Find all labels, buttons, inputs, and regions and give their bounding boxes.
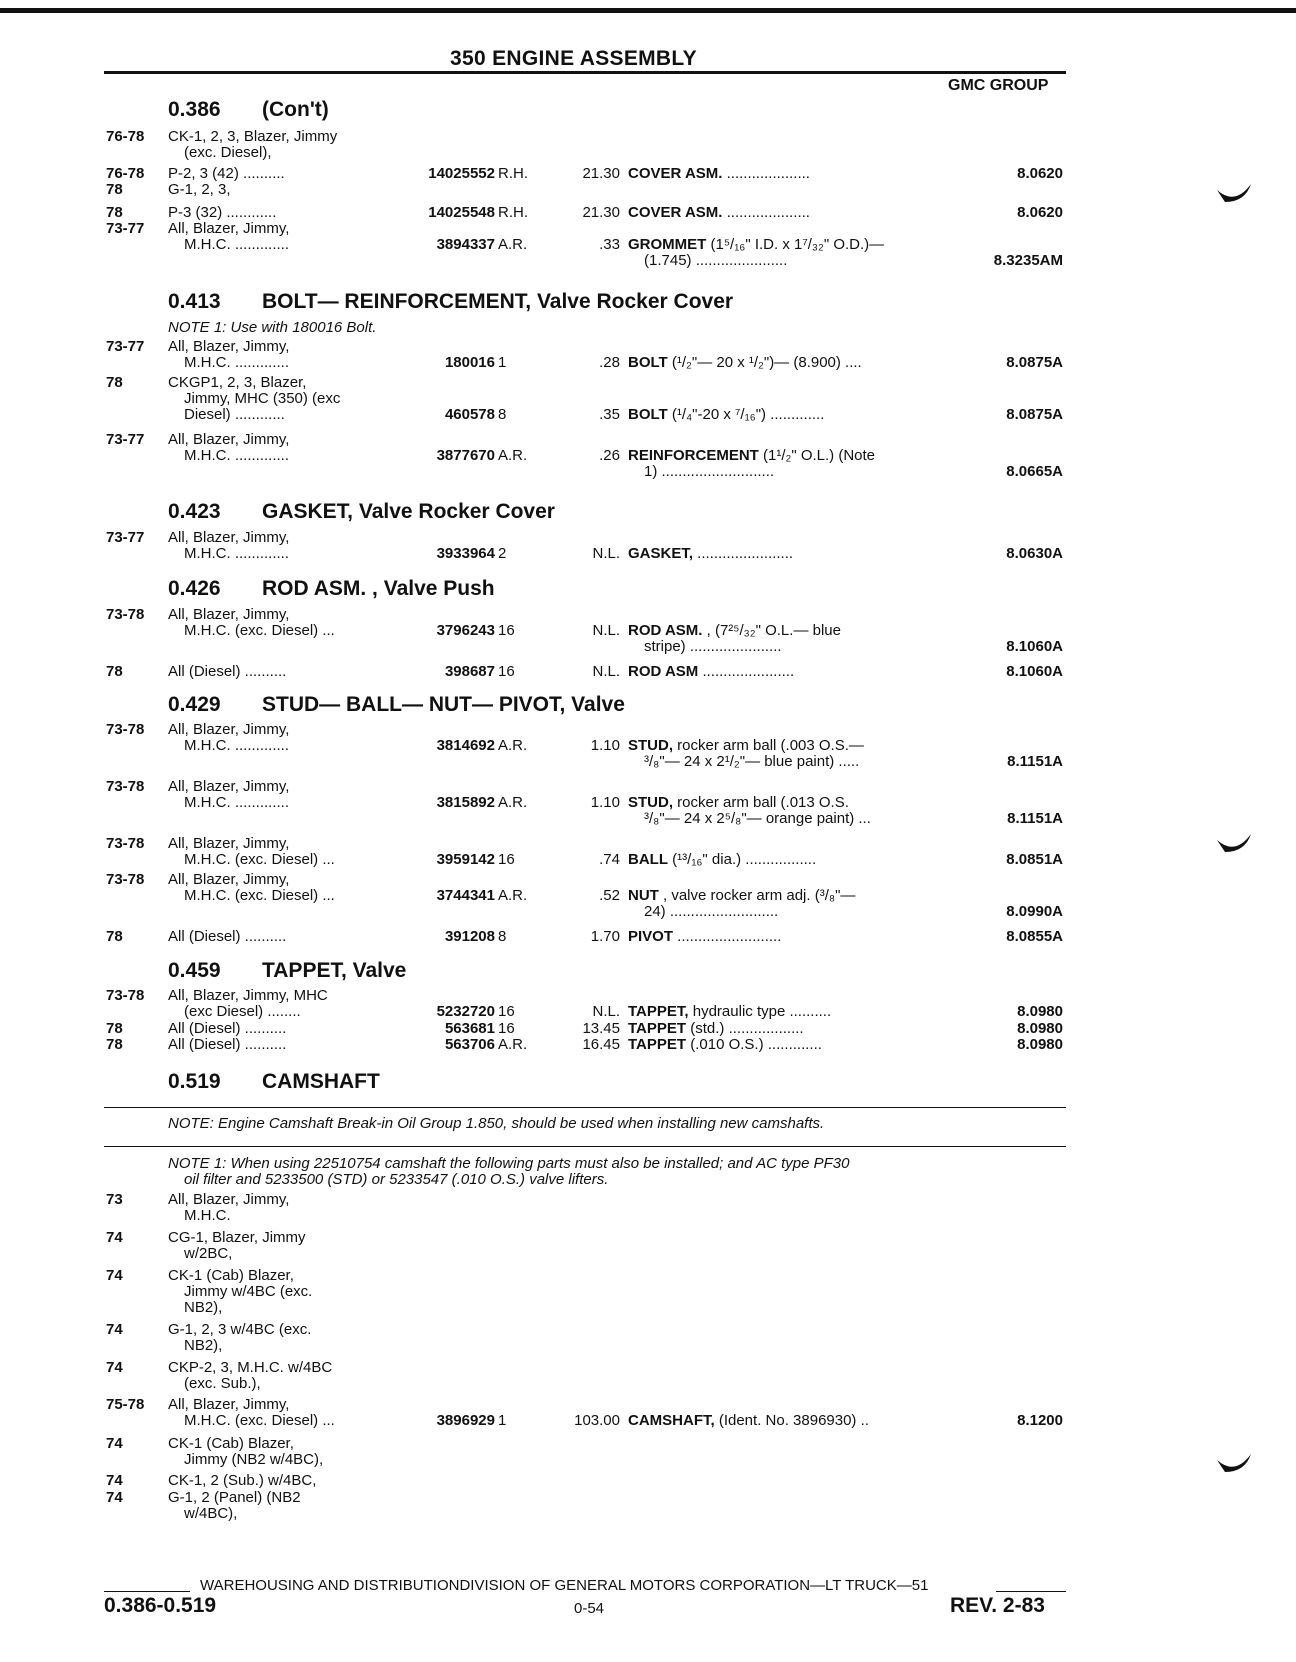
part-description-continued: 1) ........................... (644, 463, 775, 480)
group-number: 8.0990A (1006, 903, 1063, 920)
model-year: 73-77 (106, 529, 145, 546)
model-application: NB2), (184, 1299, 223, 1316)
part-description (628, 929, 781, 945)
section-number: 0.386 (168, 98, 221, 121)
quantity: A.R. (498, 737, 528, 754)
model-year: 76-78 (106, 128, 145, 145)
footer-group-range: 0.386-0.519 (104, 1594, 217, 1617)
model-application: All, Blazer, Jimmy, (168, 721, 290, 738)
model-application: All, Blazer, Jimmy, (168, 431, 290, 448)
model-application: CK-1, 2 (Sub.) w/4BC, (168, 1472, 317, 1489)
model-application: All (Diesel) .......... (168, 1036, 287, 1053)
part-description-continued: ³/₈"— 24 x 2⁵/₈"— orange paint) ... (644, 810, 871, 827)
model-application: All, Blazer, Jimmy, (168, 835, 290, 852)
part-number: 3896929 (436, 1412, 495, 1429)
model-application: All, Blazer, Jimmy, (168, 778, 290, 795)
part-name: ROD ASM. (628, 622, 703, 639)
model-application: M.H.C. ............. (184, 447, 290, 464)
model-application: Jimmy, MHC (350) (exc (184, 390, 341, 407)
quantity: 1 (498, 1412, 507, 1429)
model-year: 73-78 (106, 778, 145, 795)
section-title: BOLT— REINFORCEMENT, Valve Rocker Cover (262, 290, 734, 313)
part-number: 14025548 (428, 204, 495, 221)
header-rule (104, 71, 1066, 74)
section-title: GASKET, Valve Rocker Cover (262, 500, 555, 523)
part-detail: (Ident. No. 3896930) .. (714, 1412, 869, 1429)
part-detail: ....................... (693, 545, 794, 562)
part-name: REINFORCEMENT (628, 447, 759, 464)
model-year: 74 (106, 1435, 123, 1452)
model-application: M.H.C. ............. (184, 737, 290, 754)
quantity: 1 (498, 354, 507, 371)
part-number: 3814692 (436, 737, 495, 754)
model-application: P-3 (32) ............ (168, 204, 277, 221)
price: 1.10 (590, 737, 620, 754)
model-application: M.H.C. ............. (184, 545, 290, 562)
part-detail: .................... (722, 204, 810, 221)
model-year: 78 (106, 181, 123, 198)
section-heading (168, 290, 733, 314)
section-note: NOTE: Engine Camshaft Break-in Oil Group 1.850, should be used when installing new camshafts. (168, 1115, 825, 1132)
model-application: Jimmy (NB2 w/4BC), (184, 1451, 324, 1468)
model-application: CG-1, Blazer, Jimmy (168, 1229, 306, 1246)
part-description (628, 237, 884, 253)
section-number: 0.519 (168, 1070, 221, 1093)
part-number: 3796243 (436, 622, 495, 639)
model-application: All, Blazer, Jimmy, (168, 338, 290, 355)
model-application: Diesel) ............ (184, 406, 285, 423)
part-detail: (1¹/₂" O.L.) (Note (758, 447, 876, 464)
price: N.L. (592, 663, 620, 680)
part-detail: (1⁵/₁₆" I.D. x 1⁷/₃₂" O.D.)— (706, 236, 885, 253)
model-year: 73-78 (106, 606, 145, 623)
section-number: 0.429 (168, 693, 221, 716)
model-year: 74 (106, 1321, 123, 1338)
model-application: All, Blazer, Jimmy, MHC (168, 987, 328, 1004)
binder-hole-mark-icon (1215, 830, 1255, 860)
model-application: G-1, 2, 3, (168, 181, 231, 198)
model-application: M.H.C. (184, 1207, 231, 1224)
part-name: ROD ASM (628, 663, 699, 680)
quantity: 8 (498, 406, 507, 423)
part-detail: (¹/₂"— 20 x ¹/₂")— (8.900) .... (667, 354, 862, 371)
model-application: M.H.C. ............. (184, 794, 290, 811)
part-name: COVER ASM. (628, 165, 723, 182)
group-number: 8.0875A (1006, 406, 1063, 423)
part-description (628, 205, 810, 221)
binder-hole-mark-icon (1215, 180, 1255, 210)
part-detail: hydraulic type .......... (688, 1003, 832, 1020)
part-name: PIVOT (628, 928, 674, 945)
model-year: 73-78 (106, 871, 145, 888)
part-detail: rocker arm ball (.013 O.S. (673, 794, 849, 811)
model-year: 76-78 (106, 165, 145, 182)
model-application: CK-1, 2, 3, Blazer, Jimmy (168, 128, 338, 145)
part-description-continued: stripe) ...................... (644, 638, 782, 655)
part-name: CAMSHAFT, (628, 1412, 715, 1429)
part-detail: (¹/₄"-20 x ⁷/₁₆") ............. (667, 406, 825, 423)
part-description-continued: ³/₈"— 24 x 2¹/₂"— blue paint) ..... (644, 753, 860, 770)
group-number: 8.0620 (1017, 204, 1063, 221)
part-name: TAPPET, (628, 1003, 689, 1020)
section-number: 0.413 (168, 290, 221, 313)
group-number: 8.1151A (1007, 810, 1063, 827)
quantity: A.R. (498, 887, 528, 904)
section-title: CAMSHAFT (262, 1070, 380, 1093)
quantity: A.R. (498, 236, 528, 253)
group-number: 8.3235AM (993, 252, 1063, 269)
quantity: A.R. (498, 794, 528, 811)
price: .52 (599, 887, 620, 904)
part-name: BOLT (628, 406, 668, 423)
quantity: 2 (498, 545, 507, 562)
part-number: 3933964 (436, 545, 495, 562)
section-heading (168, 500, 555, 524)
price: 21.30 (582, 204, 620, 221)
part-number: 563706 (444, 1036, 495, 1053)
section-heading (168, 693, 625, 717)
quantity: R.H. (498, 204, 528, 221)
part-name: COVER ASM. (628, 204, 723, 221)
model-application: M.H.C. (exc. Diesel) ... (184, 1412, 335, 1429)
part-description (628, 355, 862, 371)
model-year: 75-78 (106, 1396, 145, 1413)
model-year: 74 (106, 1489, 123, 1506)
model-application: M.H.C. (exc. Diesel) ... (184, 622, 335, 639)
model-application: NB2), (184, 1337, 223, 1354)
part-description (628, 664, 794, 680)
model-year: 73-78 (106, 835, 145, 852)
part-detail: rocker arm ball (.003 O.S.— (673, 737, 864, 754)
price: N.L. (592, 622, 620, 639)
model-application: M.H.C. ............. (184, 236, 290, 253)
part-name: NUT (628, 887, 659, 904)
part-description (628, 852, 816, 868)
part-name: BOLT (628, 354, 668, 371)
part-description (628, 546, 793, 562)
part-number: 3744341 (436, 887, 495, 904)
part-number: 3959142 (436, 851, 495, 868)
quantity: 16 (498, 1020, 515, 1037)
part-name: TAPPET (628, 1036, 687, 1053)
footer-page-number: 0-54 (574, 1600, 605, 1617)
model-application: All (Diesel) .......... (168, 1020, 287, 1037)
section-number: 0.426 (168, 577, 221, 600)
model-application: (exc. Sub.), (184, 1375, 261, 1392)
part-description (628, 795, 849, 811)
model-year: 78 (106, 663, 123, 680)
section-title: ROD ASM. , Valve Push (262, 577, 495, 600)
price: .26 (599, 447, 620, 464)
part-number: 180016 (444, 354, 495, 371)
footer-rule-left (104, 1591, 190, 1592)
section-heading (168, 959, 406, 983)
footer-publisher: WAREHOUSING AND DISTRIBUTIONDIVISION OF GENERAL MOTORS CORPORATION—LT TRUCK—51 (200, 1577, 929, 1594)
model-application: All, Blazer, Jimmy, (168, 1191, 290, 1208)
group-number: 8.1151A (1007, 753, 1063, 770)
model-application: P-2, 3 (42) .......... (168, 165, 285, 182)
model-application: Jimmy w/4BC (exc. (184, 1283, 313, 1300)
quantity: 16 (498, 851, 515, 868)
model-application: CK-1 (Cab) Blazer, (168, 1435, 294, 1452)
model-application: G-1, 2 (Panel) (NB2 (168, 1489, 301, 1506)
price: 21.30 (582, 165, 620, 182)
part-detail: , valve rocker arm adj. (³/₈"— (658, 887, 856, 904)
part-name: STUD, (628, 737, 673, 754)
part-description (628, 448, 875, 464)
price: 103.00 (574, 1412, 620, 1429)
model-application: All (Diesel) .......... (168, 928, 287, 945)
note-rule (104, 1146, 1066, 1147)
model-year: 73 (106, 1191, 123, 1208)
model-year: 73-78 (106, 987, 145, 1004)
group-number: 8.0665A (1006, 463, 1063, 480)
group-column-label: GMC GROUP (948, 77, 1049, 94)
part-description (628, 738, 864, 754)
price: .28 (599, 354, 620, 371)
model-year: 78 (106, 928, 123, 945)
price: 13.45 (582, 1020, 620, 1037)
quantity: A.R. (498, 1036, 528, 1053)
model-application: (exc. Diesel), (184, 144, 272, 161)
part-name: TAPPET (628, 1020, 687, 1037)
section-note: NOTE 1: Use with 180016 Bolt. (168, 319, 377, 336)
model-application: CK-1 (Cab) Blazer, (168, 1267, 294, 1284)
part-description-continued: (1.745) ...................... (644, 252, 788, 269)
price: N.L. (592, 545, 620, 562)
part-number: 3877670 (436, 447, 495, 464)
price: 1.70 (590, 928, 620, 945)
model-year: 74 (106, 1267, 123, 1284)
model-application: All, Blazer, Jimmy, (168, 606, 290, 623)
quantity: A.R. (498, 447, 528, 464)
group-number: 8.1200 (1017, 1412, 1063, 1429)
part-number: 3894337 (436, 236, 495, 253)
model-application: All, Blazer, Jimmy, (168, 529, 290, 546)
page-title: 350 ENGINE ASSEMBLY (450, 47, 697, 70)
group-number: 8.0851A (1006, 851, 1063, 868)
group-number: 8.0980 (1017, 1003, 1063, 1020)
part-detail: ...................... (698, 663, 795, 680)
section-heading (168, 1070, 380, 1094)
part-description (628, 166, 810, 182)
part-detail: ......................... (673, 928, 782, 945)
model-application: CKP-2, 3, M.H.C. w/4BC (168, 1359, 333, 1376)
model-application: All, Blazer, Jimmy, (168, 1396, 290, 1413)
section-title: (Con't) (262, 98, 329, 121)
model-application: w/4BC), (184, 1505, 238, 1522)
group-number: 8.0630A (1006, 545, 1063, 562)
section-number: 0.459 (168, 959, 221, 982)
model-year: 73-77 (106, 431, 145, 448)
part-detail: (std.) .................. (686, 1020, 804, 1037)
part-description (628, 1021, 804, 1037)
price: N.L. (592, 1003, 620, 1020)
model-application: w/2BC, (184, 1245, 233, 1262)
model-year: 78 (106, 204, 123, 221)
top-border-rule (0, 8, 1296, 13)
part-number: 391208 (444, 928, 495, 945)
part-number: 5232720 (436, 1003, 495, 1020)
part-description (628, 888, 855, 904)
section-heading (168, 577, 495, 601)
quantity: 8 (498, 928, 507, 945)
quantity: 16 (498, 663, 515, 680)
part-number: 14025552 (428, 165, 495, 182)
part-description (628, 1004, 831, 1020)
part-description (628, 407, 824, 423)
part-name: BALL (628, 851, 668, 868)
model-application: All, Blazer, Jimmy, (168, 871, 290, 888)
model-application: CKGP1, 2, 3, Blazer, (168, 374, 307, 391)
model-year: 73-77 (106, 338, 145, 355)
quantity: 16 (498, 622, 515, 639)
group-number: 8.0980 (1017, 1036, 1063, 1053)
model-year: 78 (106, 1036, 123, 1053)
part-description (628, 1037, 822, 1053)
price: 1.10 (590, 794, 620, 811)
group-number: 8.0980 (1017, 1020, 1063, 1037)
section-note: oil filter and 5233500 (STD) or 5233547 (.010 O.S.) valve lifters. (184, 1171, 609, 1188)
model-year: 78 (106, 374, 123, 391)
group-number: 8.0855A (1006, 928, 1063, 945)
group-number: 8.0875A (1006, 354, 1063, 371)
group-number: 8.0620 (1017, 165, 1063, 182)
part-number: 3815892 (436, 794, 495, 811)
part-name: STUD, (628, 794, 673, 811)
part-name: GASKET, (628, 545, 694, 562)
footer-rule-right (996, 1591, 1066, 1592)
model-application: G-1, 2, 3 w/4BC (exc. (168, 1321, 312, 1338)
part-number: 460578 (444, 406, 495, 423)
part-description (628, 1413, 869, 1429)
part-description-continued: 24) .......................... (644, 903, 779, 920)
price: 16.45 (582, 1036, 620, 1053)
model-application: (exc Diesel) ........ (184, 1003, 301, 1020)
part-detail: .................... (722, 165, 810, 182)
model-application: All, Blazer, Jimmy, (168, 220, 290, 237)
binder-hole-mark-icon (1215, 1450, 1255, 1480)
part-number: 398687 (444, 663, 495, 680)
part-name: GROMMET (628, 236, 707, 253)
part-description (628, 623, 841, 639)
model-application: M.H.C. (exc. Diesel) ... (184, 851, 335, 868)
price: .33 (599, 236, 620, 253)
model-year: 74 (106, 1472, 123, 1489)
group-number: 8.1060A (1006, 663, 1063, 680)
note-rule (104, 1107, 1066, 1108)
model-application: M.H.C. (exc. Diesel) ... (184, 887, 335, 904)
section-note: NOTE 1: When using 22510754 camshaft the following parts must also be installed; and AC type PF30 (168, 1155, 850, 1172)
section-heading (168, 98, 329, 122)
model-year: 73-78 (106, 721, 145, 738)
footer-revision: REV. 2-83 (950, 1594, 1045, 1617)
section-number: 0.423 (168, 500, 221, 523)
model-year: 74 (106, 1229, 123, 1246)
part-detail: (¹³/₁₆" dia.) ................. (668, 851, 817, 868)
part-detail: , (7²⁵/₃₂" O.L.— blue (702, 622, 841, 639)
price: .35 (599, 406, 620, 423)
quantity: 16 (498, 1003, 515, 1020)
section-title: TAPPET, Valve (262, 959, 407, 982)
model-application: All (Diesel) .......... (168, 663, 287, 680)
model-year: 74 (106, 1359, 123, 1376)
quantity: R.H. (498, 165, 528, 182)
part-detail: (.010 O.S.) ............. (686, 1036, 822, 1053)
model-year: 78 (106, 1020, 123, 1037)
model-application: M.H.C. ............. (184, 354, 290, 371)
group-number: 8.1060A (1006, 638, 1063, 655)
price: .74 (599, 851, 620, 868)
section-title: STUD— BALL— NUT— PIVOT, Valve (262, 693, 625, 716)
model-year: 73-77 (106, 220, 145, 237)
part-number: 563681 (444, 1020, 495, 1037)
